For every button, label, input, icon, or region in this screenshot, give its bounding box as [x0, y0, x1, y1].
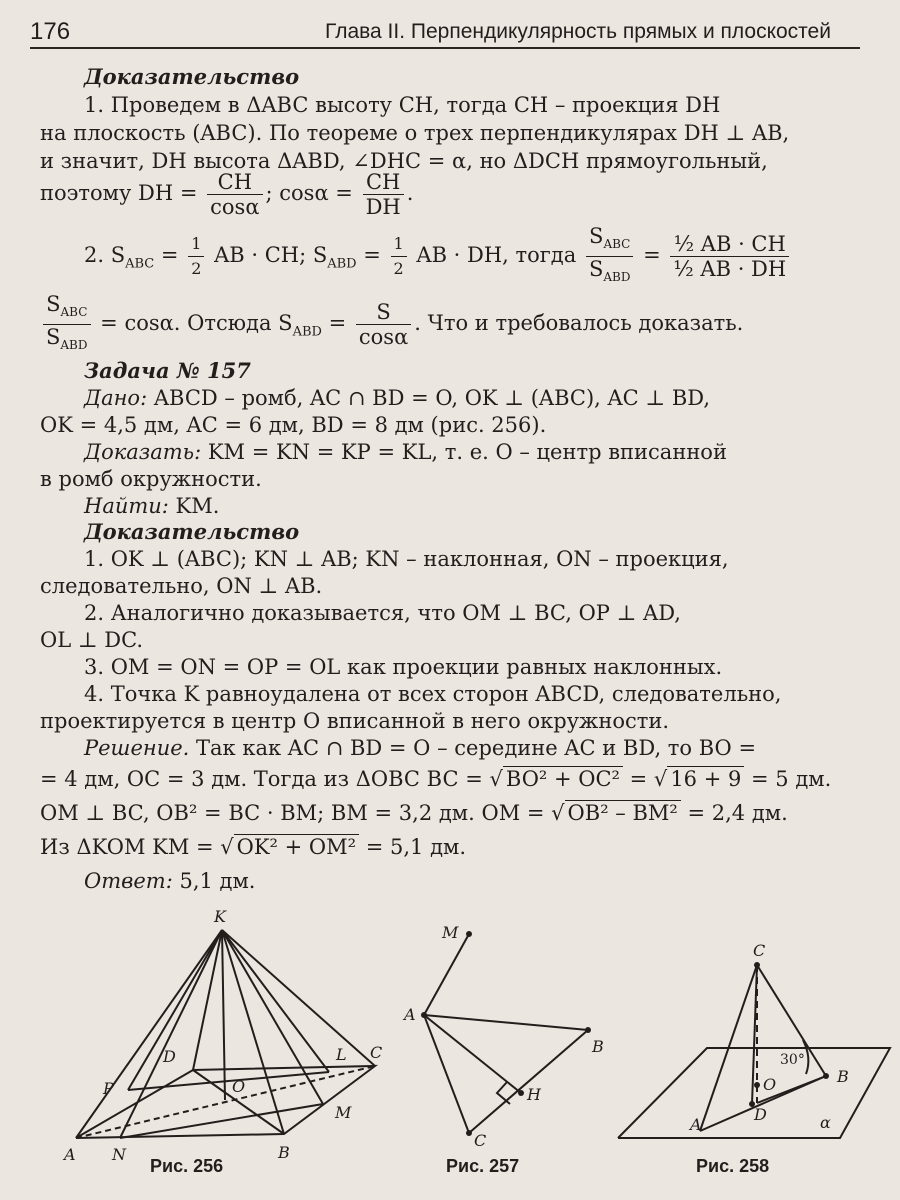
proof-line-1: 1. Проведем в ΔABC высоту CH, тогда CH – проекция DH: [84, 93, 721, 117]
task-proof-heading: Доказательство: [84, 519, 300, 544]
proof-line-6: $\frac{S_{ABC}}{S_{ABD}}$ = cosα. Отсюда $S_{ABD}$ = $\frac{S}{\cos\alpha}$ . Что и требовалось доказать.: [40, 292, 743, 357]
caption-fig-258: Рис. 258: [696, 1156, 770, 1176]
fig257-label-H: H: [527, 1085, 541, 1104]
task-proof-1b: следовательно, ON ⊥ AB.: [40, 574, 323, 598]
fig257-label-C: C: [474, 1131, 487, 1150]
task-solution: Решение. Так как AC ∩ BD = O – середине AC и BD, то BO =: [84, 736, 757, 760]
task-proof-1: 1. OK ⊥ (ABC); KN ⊥ AB; KN – наклонная, ON – проекция,: [84, 547, 729, 571]
chapter-title: Глава II. Перпендикулярность прямых и плоскостей: [325, 20, 831, 43]
fig256-label-P: P: [103, 1079, 114, 1098]
fig258-label-angle: 30°: [780, 1052, 805, 1068]
task-proof-4: 4. Точка K равноудалена от всех сторон ABCD, следовательно,: [84, 682, 782, 706]
fig256-label-O: O: [232, 1077, 246, 1096]
fig258-label-B: B: [837, 1067, 849, 1086]
task-solution-3: OM ⊥ BC, OB² = BC · BM; BM = 3,2 дм. OM = √ OB² – BM² = 2,4 дм.: [40, 801, 788, 825]
task-prove: Доказать: KM = KN = KP = KL, т. е. O – центр вписанной: [84, 440, 727, 464]
fig256-label-K: K: [214, 907, 226, 926]
fig258-label-alpha: α: [820, 1113, 831, 1132]
ratio-half-products: $\frac{\text{½ AB · CH}}{\text{½ AB · DH}}$: [670, 232, 789, 281]
task-solution-4: Из ΔKOM KM = √ OK² + OM² = 5,1 дм.: [40, 835, 467, 859]
proof-heading: Доказательство: [84, 64, 300, 89]
task-answer: Ответ: 5,1 дм.: [84, 869, 256, 893]
task-proof-2: 2. Аналогично доказывается, что OM ⊥ BC, OP ⊥ AD,: [84, 601, 681, 625]
task-solution-2: = 4 дм, OC = 3 дм. Тогда из ΔOBC BC = √ BO² + OC² = √ 16 + 9 = 5 дм.: [40, 767, 832, 791]
task-proof-3: 3. OM = ON = OP = OL как проекции равных наклонных.: [84, 655, 723, 679]
task-title: Задача № 157: [84, 358, 251, 383]
fig256-label-L: L: [336, 1045, 347, 1064]
fraction-ch-cos: $\frac{CH}{\cos\alpha}$: [207, 170, 262, 219]
caption-fig-256: Рис. 256: [150, 1156, 224, 1176]
task-proof-4b: проектируется в центр O вписанной в него окружности.: [40, 709, 670, 733]
caption-fig-257: Рис. 257: [446, 1156, 520, 1176]
proof-line-3: и значит, DH высота ΔABD, ∠DHC = α, но ΔDCH прямоугольный,: [40, 149, 768, 173]
fig258-label-D: D: [754, 1105, 767, 1124]
figure-258-labels: [688, 941, 849, 1134]
figure-257: [424, 934, 588, 1133]
figure-258-points: [749, 962, 829, 1107]
ratio-s-abc-abd: $\frac{S_{ABC}}{S_{ABD}}$: [586, 224, 634, 289]
fig256-label-B: B: [278, 1143, 290, 1162]
fig256-label-N: N: [112, 1145, 126, 1164]
fig256-label-C: C: [370, 1043, 383, 1062]
fig256-label-A: A: [64, 1145, 76, 1164]
fig257-label-B: B: [592, 1037, 604, 1056]
proof-line-4: поэтому DH = $\frac{CH}{\cos\alpha}$ ; cosα = $\frac{CH}{DH}$ .: [40, 170, 414, 219]
fig257-label-M: M: [442, 923, 459, 942]
task-given: Дано: ABCD – ромб, AC ∩ BD = O, OK ⊥ (ABC), AC ⊥ BD,: [84, 386, 711, 410]
page-number: 176: [30, 18, 71, 45]
fig258-label-O: O: [763, 1075, 777, 1094]
proof-line-5: 2. $S_{ABC}$ = $\frac{1}{2}$ AB · CH; $S_{ABD}$ = $\frac{1}{2}$ AB · DH, тогда $\frac{S_{ABC}}{S_{ABD}}$ = $\frac{\text{½ AB · CH}}{\text{½ AB · DH}}$: [84, 224, 792, 289]
fig258-label-C: C: [753, 941, 766, 960]
fraction-ch-dh: $\frac{CH}{DH}$: [363, 170, 404, 219]
task-given-2: OK = 4,5 дм, AC = 6 дм, BD = 8 дм (рис. 256).: [40, 413, 547, 437]
task-proof-2b: OL ⊥ DC.: [40, 628, 144, 652]
fig256-label-M: M: [335, 1103, 352, 1122]
task-find: Найти: KM.: [84, 494, 220, 518]
task-prove-2: в ромб окружности.: [40, 467, 262, 491]
proof-line-2: на плоскость (ABC). По теореме о трех перпендикулярах DH ⊥ AB,: [40, 121, 790, 145]
fig257-label-A: A: [404, 1005, 416, 1024]
figure-256: [76, 930, 375, 1138]
fig258-label-A: A: [690, 1115, 702, 1134]
fig256-label-D: D: [163, 1047, 176, 1066]
